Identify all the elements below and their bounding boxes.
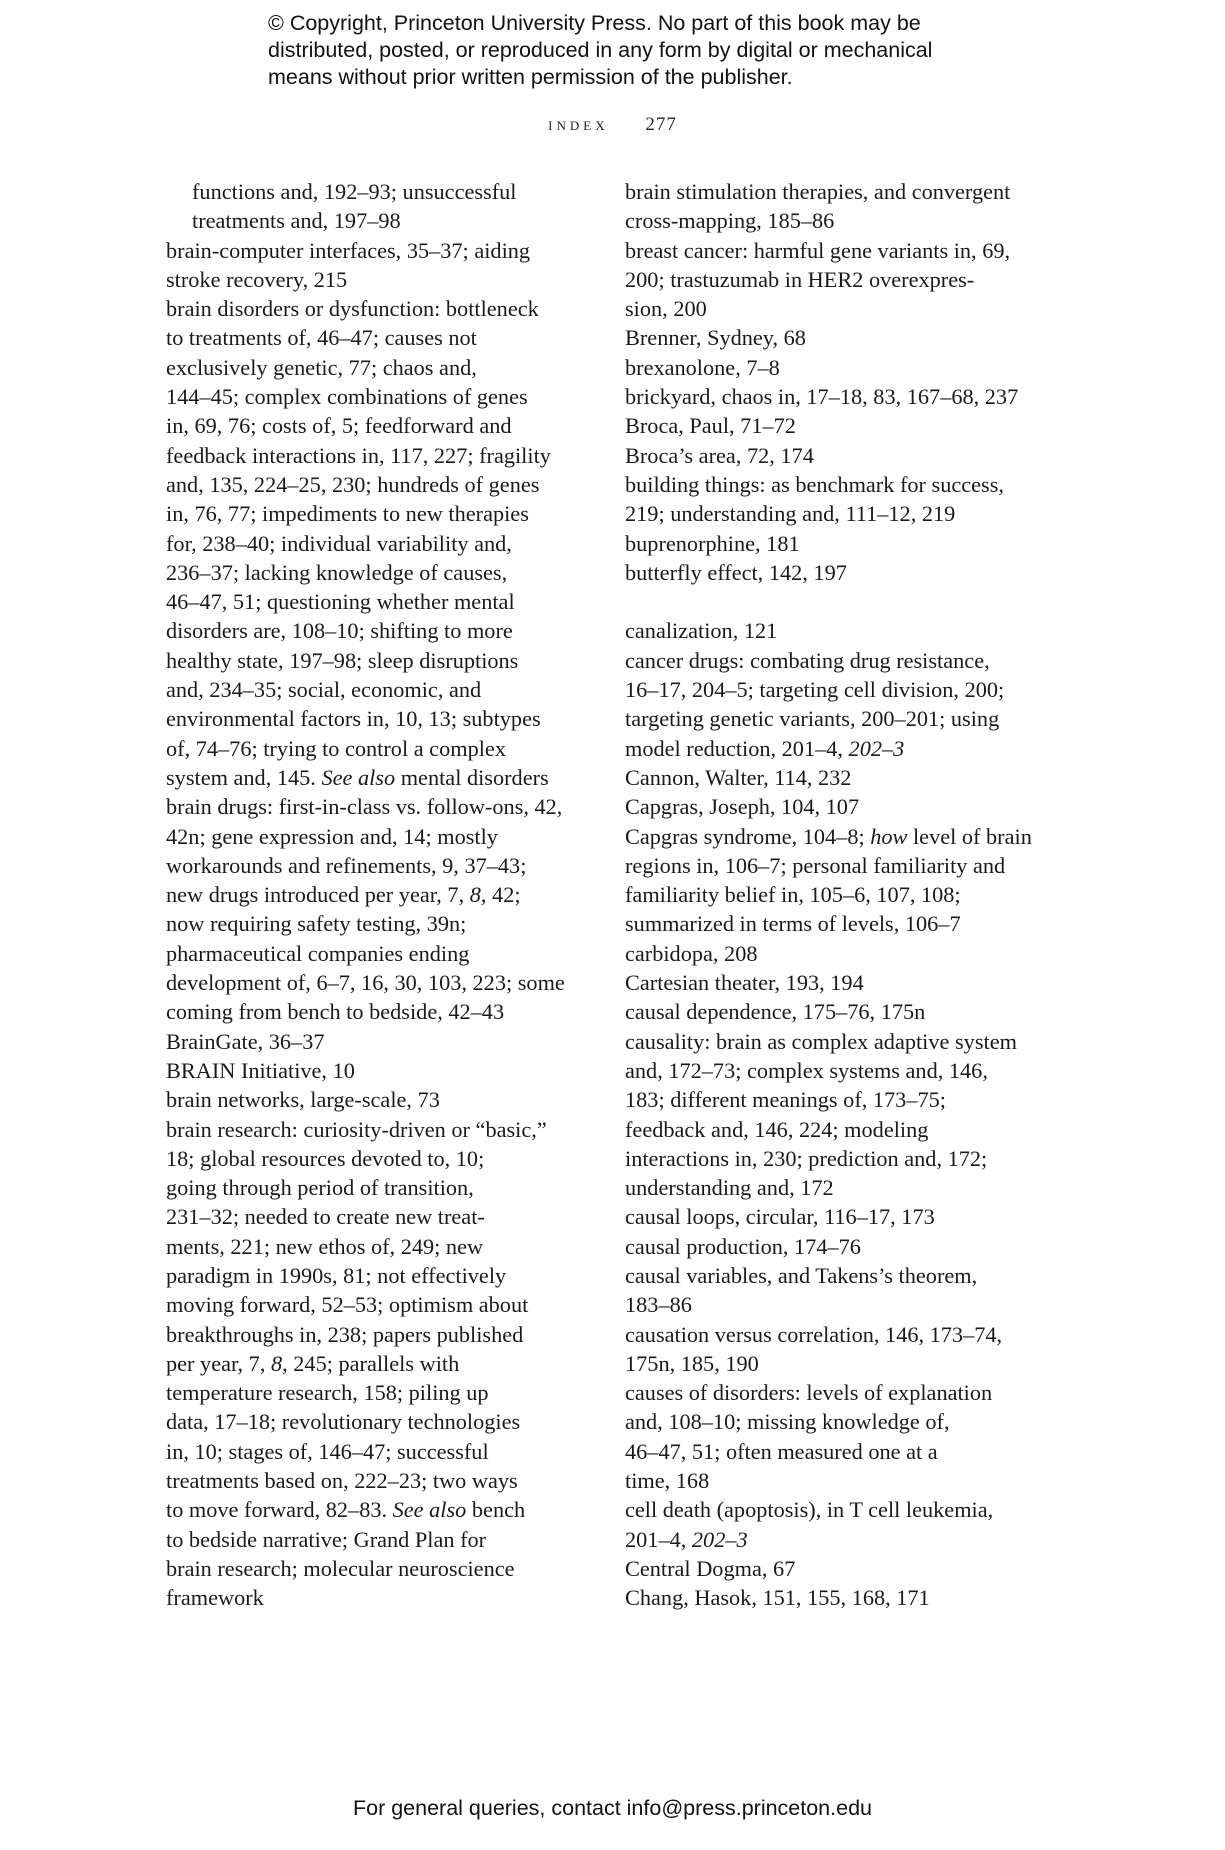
index-entry: causal variables, and Takens’s theorem, 183–86 xyxy=(625,1262,978,1318)
index-entry: functions and, 192–93; unsuccessful treatments and, 197–98 xyxy=(192,179,517,234)
index-entry: cell death (apoptosis), in T cell leukemia, 201–4, 202–3 xyxy=(625,1497,994,1552)
running-head xyxy=(0,114,1225,136)
index-entry: carbidopa, 208 xyxy=(625,940,758,966)
index-entry: BRAIN Initiative, 10 xyxy=(166,1057,355,1083)
index-entry: Cannon, Walter, 114, 232 xyxy=(625,764,852,790)
index-entry: brain drugs: first-in-class vs. follow-ons, 42, 42n; gene expression and, 14; mostly workarounds and refinements, 9, 37–43; new drugs introduced per year, 7, 8, 42; now requiring safety testing, 39n; pharmaceutical companies ending development of, 6–7, 16, 30, 103, 223; some coming from bench to bedside, 42–43 xyxy=(166,794,565,1025)
index-entry: buprenorphine, 181 xyxy=(625,530,800,556)
index-column-left xyxy=(166,177,586,1613)
index-entry: cancer drugs: combating drug resistance, 16–17, 204–5; targeting cell division, 200; targeting genetic variants, 200–201; using model reduction, 201–4, 202–3 xyxy=(625,647,1005,761)
index-entry: causal dependence, 175–76, 175n xyxy=(625,999,926,1025)
index-entry: butterfly effect, 142, 197 xyxy=(625,559,847,585)
index-entry: brickyard, chaos in, 17–18, 83, 167–68, 237 xyxy=(625,384,1019,410)
index-entry: canalization, 121 xyxy=(625,618,778,644)
copyright-notice xyxy=(268,10,1028,91)
index-entry: causality: brain as complex adaptive system and, 172–73; complex systems and, 146, 183; different meanings of, 173–75; feedback and, 146, 224; modeling interactions in, 230; prediction and, 172; understanding and, 172 xyxy=(625,1028,1017,1201)
page-number: 277 xyxy=(645,114,677,135)
index-entry: Chang, Hasok, 151, 155, 168, 171 xyxy=(625,1585,930,1611)
index-entry: Cartesian theater, 193, 194 xyxy=(625,970,864,996)
index-column-right xyxy=(625,177,1040,1613)
letter-group-gap xyxy=(625,587,1040,616)
copyright-line: distributed, posted, or reproduced in any form by digital or mechanical xyxy=(268,38,933,62)
index-entry: Broca, Paul, 71–72 xyxy=(625,413,796,439)
index-entry: Brenner, Sydney, 68 xyxy=(625,325,806,351)
index-entry: brain stimulation therapies, and convergent cross-mapping, 185–86 xyxy=(625,179,1011,234)
index-entry: brain research: curiosity-driven or “basic,” 18; global resources devoted to, 10; going through period of transition, 231–32; needed to create new treat- ments, 221; new ethos of, 249; new paradigm in 1990s, 81; not effectively moving forward, 52–53; optimism about breakthroughs in, 238; papers published per year, 7, 8, 245; parallels with temperature research, 158; piling up data, 17–18; revolutionary technologies in, 10; stages of, 146–47; successful treatments based on, 222–23; two ways to move forward, 82–83. See also bench to bedside narrative; Grand Plan for brain research; molecular neuroscience framework xyxy=(166,1116,547,1611)
index-entry: brain-computer interfaces, 35–37; aiding stroke recovery, 215 xyxy=(166,237,531,292)
index-entry: brexanolone, 7–8 xyxy=(625,354,780,380)
index-entry: Central Dogma, 67 xyxy=(625,1555,796,1581)
index-entry: breast cancer: harmful gene variants in, 69, 200; trastuzumab in HER2 overexpres- sion, 200 xyxy=(625,237,1011,322)
index-entry: building things: as benchmark for success, 219; understanding and, 111–12, 219 xyxy=(625,471,1004,527)
copyright-line: © Copyright, Princeton University Press. No part of this book may be xyxy=(268,11,921,35)
index-entry: causes of disorders: levels of explanation and, 108–10; missing knowledge of, 46–47, 51; often measured one at a time, 168 xyxy=(625,1380,993,1494)
index-entry: brain networks, large-scale, 73 xyxy=(166,1087,440,1113)
index-entry: Broca’s area, 72, 174 xyxy=(625,442,814,468)
index-entry: brain disorders or dysfunction: bottleneck to treatments of, 46–47; causes not exclusively genetic, 77; chaos and, 144–45; complex combinations of genes in, 69, 76; costs of, 5; feedforward and feedback interactions in, 117, 227; fragility and, 135, 224–25, 230; hundreds of genes in, 76, 77; impediments to new therapies for, 238–40; individual variability and, 236–37; lacking knowledge of causes, 46–47, 51; questioning whether mental disorders are, 108–10; shifting to more healthy state, 197–98; sleep disruptions and, 234–35; social, economic, and environmental factors in, 10, 13; subtypes of, 74–76; trying to control a complex system and, 145. See also mental disorders xyxy=(166,296,551,790)
index-entry: Capgras, Joseph, 104, 107 xyxy=(625,794,860,820)
running-title: index xyxy=(548,114,609,135)
index-entry: causation versus correlation, 146, 173–74, 175n, 185, 190 xyxy=(625,1321,1003,1376)
index-entry: causal production, 174–76 xyxy=(625,1233,861,1259)
footer-contact: For general queries, contact info@press.princeton.edu xyxy=(352,1796,872,1820)
index-entry: causal loops, circular, 116–17, 173 xyxy=(625,1204,935,1230)
copyright-line: means without prior written permission of the publisher. xyxy=(268,65,793,89)
index-entry: Capgras syndrome, 104–8; how level of brain regions in, 106–7; personal familiarity and familiarity belief in, 105–6, 107, 108; summarized in terms of levels, 106–7 xyxy=(625,823,1032,937)
index-entry: BrainGate, 36–37 xyxy=(166,1028,325,1054)
